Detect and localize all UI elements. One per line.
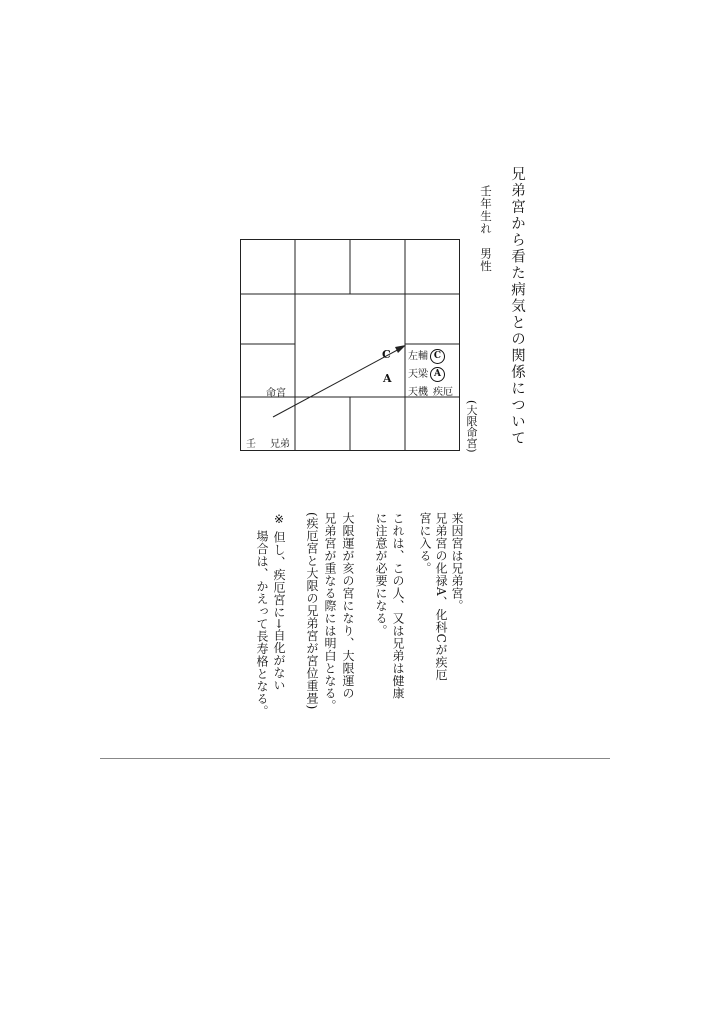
body-line-3: 宮に入る。 — [418, 512, 432, 575]
page-title: 兄弟宮から看た病気との関係について — [509, 166, 525, 447]
horizontal-rule — [100, 758, 610, 759]
body-line-7: 兄弟宮が重なる際には明白となる。 — [323, 512, 337, 712]
body-line-9: ※ 但し、疾厄宮に→自化がない — [272, 512, 286, 692]
body-line-2: 兄弟宮の化禄A、化科Cが疾厄 — [434, 512, 448, 681]
body-line-5: に注意が必要になる。 — [374, 512, 388, 637]
body-line-4: これは、この人、又は兄弟は健康 — [391, 512, 405, 700]
side-label: (大限命宮) — [465, 400, 478, 453]
meigong-label: 命宮 — [266, 388, 286, 399]
circled-c-icon: C — [430, 349, 445, 364]
star-tianliang — [408, 365, 445, 382]
palace-chart — [240, 239, 460, 451]
body-line-8: (疾厄宮と大限の兄弟宮が宮位重畳) — [305, 512, 319, 710]
jie-label: 疾厄 — [433, 387, 453, 398]
birth-info: 壬年生れ 男性 — [479, 185, 493, 273]
circled-a-icon: A — [430, 367, 445, 382]
star-zuofu — [408, 347, 445, 364]
arrow-a-label: A — [383, 372, 392, 385]
star-tianji: 天機 — [408, 387, 428, 398]
arrow-c-label: C — [382, 348, 391, 361]
body-line-10: 場合は、かえって長寿格となる。 — [255, 530, 269, 718]
body-line-6: 大限運が亥の宮になり、大限運の — [341, 512, 355, 700]
arrow-head — [395, 345, 406, 353]
brother-label: 兄弟 — [270, 439, 290, 450]
stem-label: 壬 — [246, 439, 256, 450]
star-tianliang-name: 天梁 — [408, 369, 428, 380]
star-zuofu-name: 左輔 — [408, 351, 428, 362]
body-line-1: 来因宮は兄弟宮。 — [450, 512, 464, 612]
chart-grid — [240, 239, 460, 451]
